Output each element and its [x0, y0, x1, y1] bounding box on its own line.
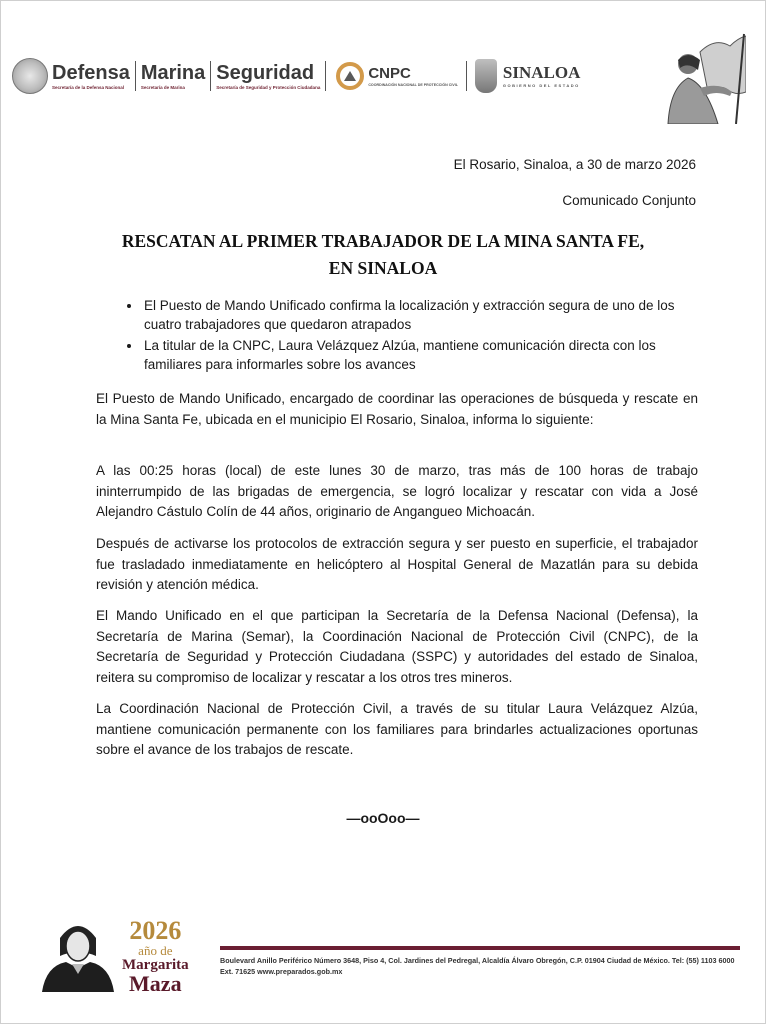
sinaloa-logo: [475, 59, 580, 93]
margarita-maza-portrait: [38, 912, 118, 992]
logo-divider: [325, 61, 326, 91]
marina-logo: [141, 63, 205, 90]
year-of-label: año de: [138, 943, 173, 958]
logo-divider: [135, 61, 136, 91]
sinaloa-shield-icon: [475, 59, 497, 93]
title-line-1: RESCATAN AL PRIMER TRABAJADOR DE LA MINA SANTA FE,: [121, 231, 645, 251]
body-paragraph-4: El Mando Unificado en el que participan la Secretaría de la Defensa Nacional (Defensa), la Secretaría de Marina (Semar), la Coordinación Nacional de Protección Civil (CNPC), de la Secretaría de Seguridad y Protección Ciudadana (SSPC) y autoridades del estado de Sinaloa, reitera su compromiso de localizar y rescatar a los otros tres mineros.: [96, 608, 698, 685]
sinaloa-sub: GOBIERNO DEL ESTADO: [502, 83, 580, 88]
cnpc-sub: COORDINACIÓN NACIONAL DE PROTECCIÓN CIVIL: [368, 82, 458, 87]
logo-divider: [466, 61, 467, 91]
bullet-item: • La titular de la CNPC, Laura Velázquez Alzúa, mantiene comunicación directa con los familiares para informarles sobre los avances: [142, 336, 696, 374]
sinaloa-name: SINALOA: [502, 63, 581, 82]
bullet-item: • El Puesto de Mando Unificado confirma la localización y extracción segura de uno de los cuatro trabajadores que quedaron atrapados: [142, 296, 696, 334]
body-paragraph-1: El Puesto de Mando Unificado, encargado de coordinar las operaciones de búsqueda y rescate en la Mina Santa Fe, ubicada en el municipio El Rosario, Sinaloa, informa lo siguiente:: [96, 391, 698, 427]
closing-mark: —ooOoo—: [346, 810, 420, 826]
summary-bullets: [70, 296, 696, 376]
header-logos: [12, 56, 580, 96]
place-date: El Rosario, Sinaloa, a 30 de marzo 2026: [453, 157, 696, 172]
logo-divider: [210, 61, 211, 91]
footer-address: Boulevard Anillo Periférico Número 3648, Piso 4, Col. Jardines del Pedregal, Alcaldía Álvaro Obregón, C.P. 01904 Ciudad de México. Tel: (55) 1103 6000 Ext. 71625 www.preparados.gob.mx: [220, 956, 735, 976]
seguridad-name: Seguridad: [216, 61, 315, 84]
cnpc-name: CNPC: [368, 64, 411, 82]
year-number: 2026: [129, 916, 182, 945]
honoree-last-name: Maza: [129, 971, 182, 996]
title-line-2: EN SINALOA: [328, 258, 438, 278]
honoree-first-name: Margarita: [122, 957, 189, 973]
body-paragraph-2: A las 00:25 horas (local) de este lunes 30 de marzo, tras más de 100 horas de trabajo ininterrumpido de las brigadas de emergencia, se logró localizar y rescatar con vida a José Alejandro Cástulo Colín de 44 años, originario de Angangueo Michoacán.: [96, 463, 698, 519]
press-release-title: [70, 228, 696, 282]
body-paragraph-3: Después de activarse los protocolos de extracción segura y ser puesto en superficie, el trabajador fue trasladado inmediatamente en helicóptero al Hospital General de Mazatlán para su debida revisión y atención médica.: [96, 536, 698, 592]
seguridad-sub: Secretaría de Seguridad y Protección Ciudadana: [216, 84, 321, 90]
footer-divider: [220, 946, 740, 950]
marina-name: Marina: [140, 61, 206, 84]
defensa-sub: Secretaría de la Defensa Nacional: [52, 84, 125, 90]
heroine-flag-illustration: [660, 32, 746, 124]
defensa-logo: [12, 58, 130, 94]
defensa-name: Defensa: [52, 61, 130, 84]
seguridad-logo: [216, 63, 320, 90]
cnpc-logo: [336, 62, 458, 90]
body-paragraph-5: La Coordinación Nacional de Protección Civil, a través de su titular Laura Velázquez Alzúa, mantiene comunicación permanente con los familiares para brindarles actualizaciones oportunas sobre el avance de los trabajos de rescate.: [96, 701, 698, 757]
national-seal-icon: [12, 58, 48, 94]
year-logo: [122, 918, 189, 995]
cnpc-emblem-icon: [336, 62, 364, 90]
document-type: Comunicado Conjunto: [562, 193, 696, 208]
marina-sub: Secretaría de Marina: [140, 84, 185, 90]
